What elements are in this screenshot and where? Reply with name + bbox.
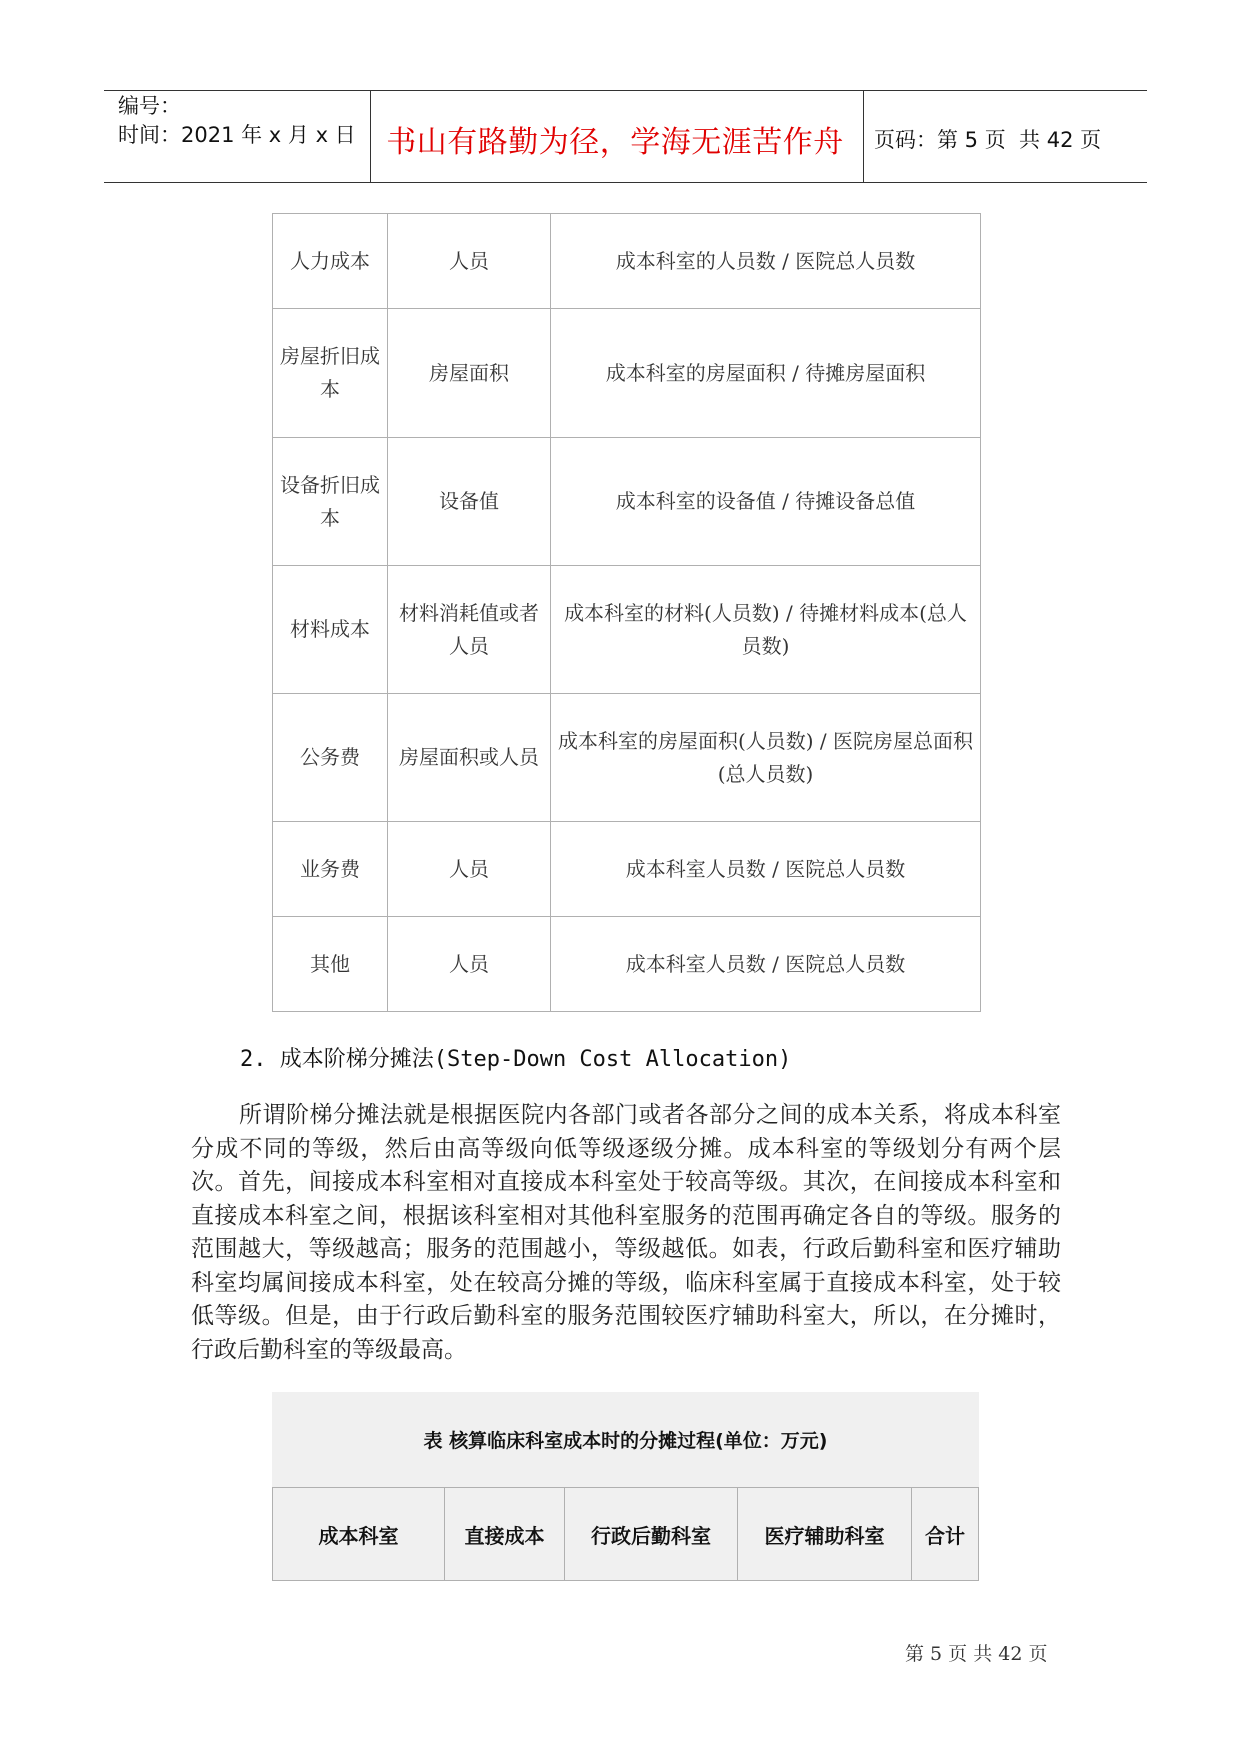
table-header-row xyxy=(273,1488,979,1581)
allocation-formula-cell: 成本科室的房屋面积 / 待摊房屋面积 xyxy=(551,309,981,438)
page-footer: 第 5 页 共 42 页 xyxy=(905,1643,1048,1665)
table-row xyxy=(273,438,981,566)
column-header: 合计 xyxy=(912,1488,979,1581)
column-header: 行政后勤科室 xyxy=(565,1488,738,1581)
column-header: 成本科室 xyxy=(273,1488,445,1581)
header-divider-right xyxy=(863,90,864,182)
time-label: 时间：2021 年 x 月 x 日 xyxy=(118,123,356,147)
allocation-formula-cell: 成本科室人员数 / 医院总人员数 xyxy=(551,917,981,1012)
cost-item-cell: 其他 xyxy=(273,917,388,1012)
serial-number-label: 编号： xyxy=(118,94,181,118)
column-header: 直接成本 xyxy=(445,1488,565,1581)
cost-item-cell: 人力成本 xyxy=(273,214,388,309)
table-row xyxy=(273,214,981,309)
header-bottom-rule xyxy=(104,182,1147,183)
table-row xyxy=(273,309,981,438)
table-caption: 表 核算临床科室成本时的分摊过程(单位：万元) xyxy=(272,1392,979,1487)
allocation-basis-cell: 设备值 xyxy=(388,438,551,566)
body-paragraph: 所谓阶梯分摊法就是根据医院内各部门或者各部分之间的成本关系，将成本科室分成不同的等级，然后由高等级向低等级逐级分摊。成本科室的等级划分有两个层次。首先，间接成本科室相对直接成本科室处于较高等级。其次，在间接成本科室和直接成本科室之间，根据该科室相对其他科室服务的范围再确定各自的等级。服务的范围越大，等级越高；服务的范围越小，等级越低。如表，行政后勤科室和医疗辅助科室均属间接成本科室，处在较高分摊的等级，临床科室属于直接成本科室，处于较低等级。但是，由于行政后勤科室的服务范围较医疗辅助科室大，所以，在分摊时，行政后勤科室的等级最高。 xyxy=(191,1102,1061,1363)
allocation-basis-cell: 人员 xyxy=(388,917,551,1012)
allocation-basis-cell: 人员 xyxy=(388,214,551,309)
cost-allocation-table xyxy=(272,213,981,1012)
cost-item-cell: 房屋折旧成本 xyxy=(273,309,388,438)
cost-item-cell: 业务费 xyxy=(273,822,388,917)
cost-item-cell: 材料成本 xyxy=(273,566,388,694)
allocation-basis-cell: 房屋面积 xyxy=(388,309,551,438)
allocation-formula-cell: 成本科室人员数 / 医院总人员数 xyxy=(551,822,981,917)
cost-item-cell: 设备折旧成本 xyxy=(273,438,388,566)
header-meta xyxy=(118,92,356,150)
table-row xyxy=(273,566,981,694)
allocation-basis-cell: 人员 xyxy=(388,822,551,917)
cost-item-cell: 公务费 xyxy=(273,694,388,822)
allocation-formula-cell: 成本科室的人员数 / 医院总人员数 xyxy=(551,214,981,309)
allocation-basis-cell: 材料消耗值或者人员 xyxy=(388,566,551,694)
section-heading: 2. 成本阶梯分摊法(Step-Down Cost Allocation) xyxy=(240,1047,792,1072)
allocation-formula-cell: 成本科室的设备值 / 待摊设备总值 xyxy=(551,438,981,566)
allocation-basis-cell: 房屋面积或人员 xyxy=(388,694,551,822)
allocation-process-table xyxy=(272,1487,979,1581)
column-header: 医疗辅助科室 xyxy=(738,1488,912,1581)
table-row xyxy=(273,917,981,1012)
table-row xyxy=(273,694,981,822)
allocation-formula-cell: 成本科室的材料(人员数) / 待摊材料成本(总人员数) xyxy=(551,566,981,694)
allocation-formula-cell: 成本科室的房屋面积(人员数) / 医院房屋总面积(总人员数) xyxy=(551,694,981,822)
header-motto: 书山有路勤为径，学海无涯苦作舟 xyxy=(386,125,844,160)
header-top-rule xyxy=(104,90,1147,91)
header-page-info: 页码：第 5 页 共 42 页 xyxy=(874,128,1102,152)
table-row xyxy=(273,822,981,917)
